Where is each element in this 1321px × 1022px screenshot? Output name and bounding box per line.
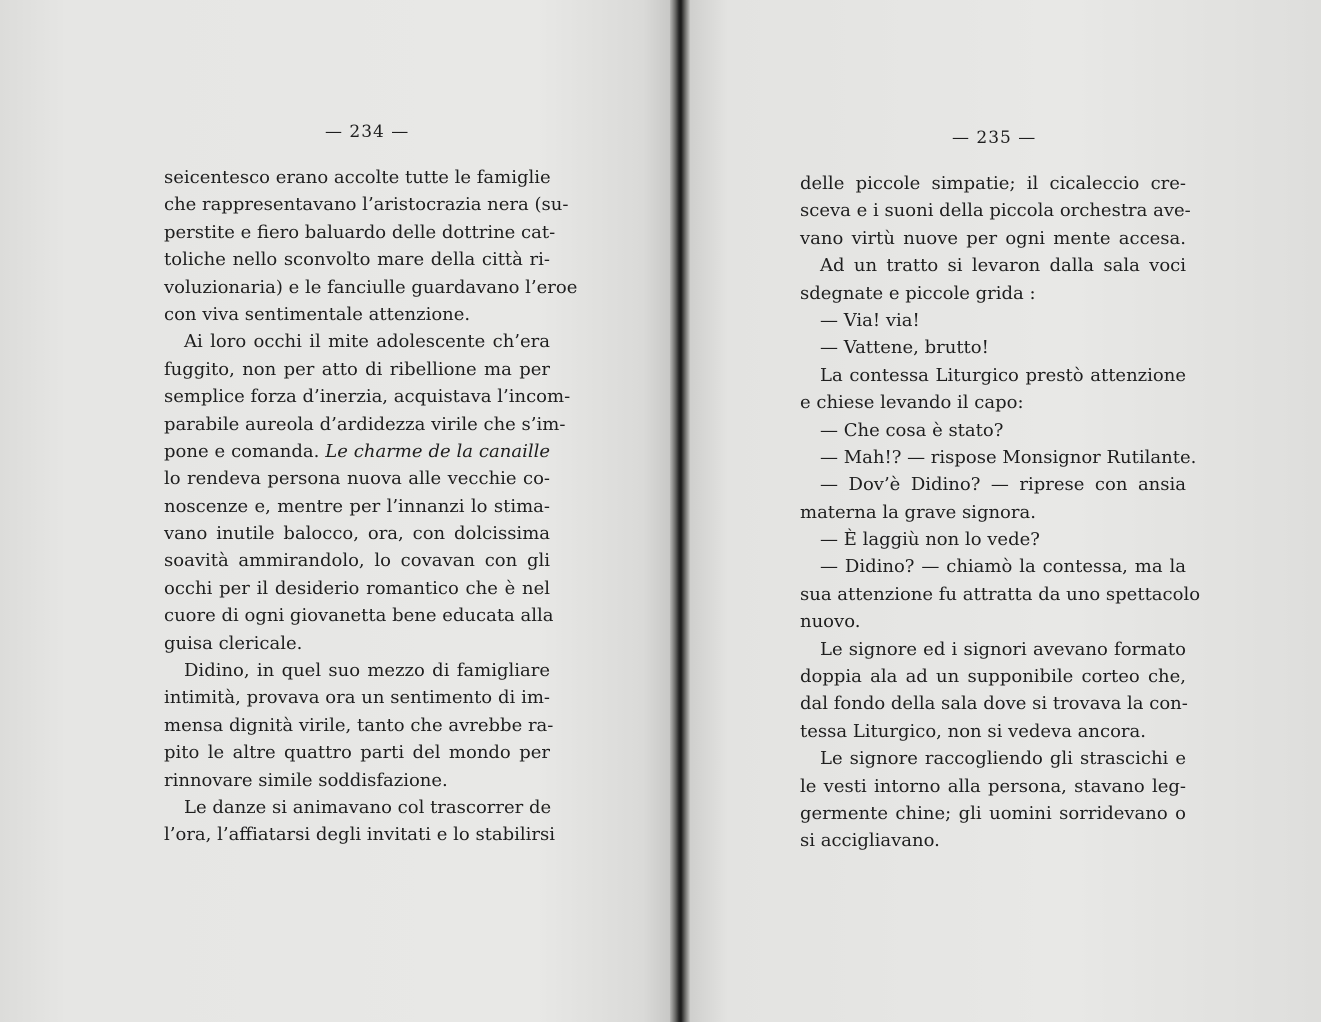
text-line: rinnovare simile soddisfazione. [164,769,448,791]
text-line: Le danze si animavano col trascorrer de [184,796,552,818]
text-line: — Didino? — chiamò la contessa, ma la [820,556,1186,578]
text-line: guisa clericale. [164,632,303,654]
text-line: noscenze e, mentre per l’innanzi lo stima- [164,495,550,517]
text-italic: Le charme de la canaille [325,440,550,462]
text-line: Didino, in quel suo mezzo di famigliare [184,660,550,682]
text-line-mixed [164,438,550,465]
text-line: con viva sentimentale attenzione. [164,303,471,325]
book-gutter [670,0,690,1022]
right-page [690,0,1321,1022]
text-line: le vesti intorno alla persona, stavano leg- [800,775,1186,797]
text-line: tessa Liturgico, non si vedeva ancora. [800,720,1146,742]
text-line: soavità ammirandolo, lo covavan con gli [164,550,550,572]
text-line: germente chine; gli uomini sorridevano o [800,802,1186,824]
text-line: occhi per il desiderio romantico che è nel [164,577,550,599]
right-page-text [800,170,1201,855]
text-line: si accigliavano. [800,830,940,852]
text-line: sdegnate e piccole grida : [800,282,1036,304]
text-line: — È laggiù non lo vede? [820,529,1040,551]
text-line: lo rendeva persona nuova alle vecchie co- [164,468,550,490]
text-line: fuggito, non per atto di ribellione ma per [164,358,550,380]
text-line: Ai loro occhi il mite adolescente ch’era [184,331,550,353]
text-line: — Vattene, brutto! [820,337,989,359]
page-number-left: — 234 — [325,122,410,142]
text-line: nuovo. [800,611,861,633]
text-line: sua attenzione fu attratta da uno spettacolo [800,583,1201,605]
text-line: Le signore raccogliendo gli strascichi e [820,748,1186,770]
left-page-text [164,164,578,849]
text-line: seicentesco erano accolte tutte le famiglie [164,167,551,188]
text-line: mensa dignità virile, tanto che avrebbe ra- [164,714,554,736]
text-line: — Mah!? — rispose Monsignor Rutilante. [820,446,1197,468]
text-line: dal fondo della sala dove si trovava la con- [800,693,1188,715]
text-line: vano inutile balocco, ora, con dolcissima [164,523,550,545]
text-line: cuore di ogni giovanetta bene educata alla [164,605,554,627]
text-line: l’ora, l’affiatarsi degli invitati e lo stabilirsi [164,824,556,846]
page-number-right: — 235 — [952,128,1037,148]
text-line: materna la grave signora. [800,501,1036,523]
text-roman: pone e comanda. [164,440,326,462]
text-line: Ad un tratto si levaron dalla sala voci [820,255,1186,277]
text-line: toliche nello sconvolto mare della città ri- [164,249,550,271]
text-line: — Dov’è Didino? — riprese con ansia [820,474,1186,496]
text-line: e chiese levando il capo: [800,392,1024,414]
text-line: sceva e i suoni della piccola orchestra ave- [800,200,1191,222]
text-line: La contessa Liturgico prestò attenzione [820,364,1186,386]
text-line: semplice forza d’inerzia, acquistava l’incom- [164,386,571,408]
text-line: pito le altre quattro parti del mondo per [164,742,550,764]
text-line: vano virtù nuove per ogni mente accesa. [800,227,1186,249]
text-line: che rappresentavano l’aristocrazia nera (su- [164,194,569,216]
text-line: voluzionaria) e le fanciulle guardavano l’eroe [164,276,578,298]
text-line: parabile aureola d’ardidezza virile che s’im- [164,413,566,435]
text-line: delle piccole simpatie; il cicaleccio cre- [800,173,1186,194]
text-line: intimità, provava ora un sentimento di im- [164,687,550,709]
text-line: doppia ala ad un supponibile corteo che, [800,666,1186,688]
text-line: — Che cosa è stato? [820,419,1004,441]
text-line: perstite e fiero baluardo delle dottrine cat- [164,221,556,243]
text-line: — Via! via! [820,309,920,331]
text-line: Le signore ed i signori avevano formato [820,638,1186,660]
